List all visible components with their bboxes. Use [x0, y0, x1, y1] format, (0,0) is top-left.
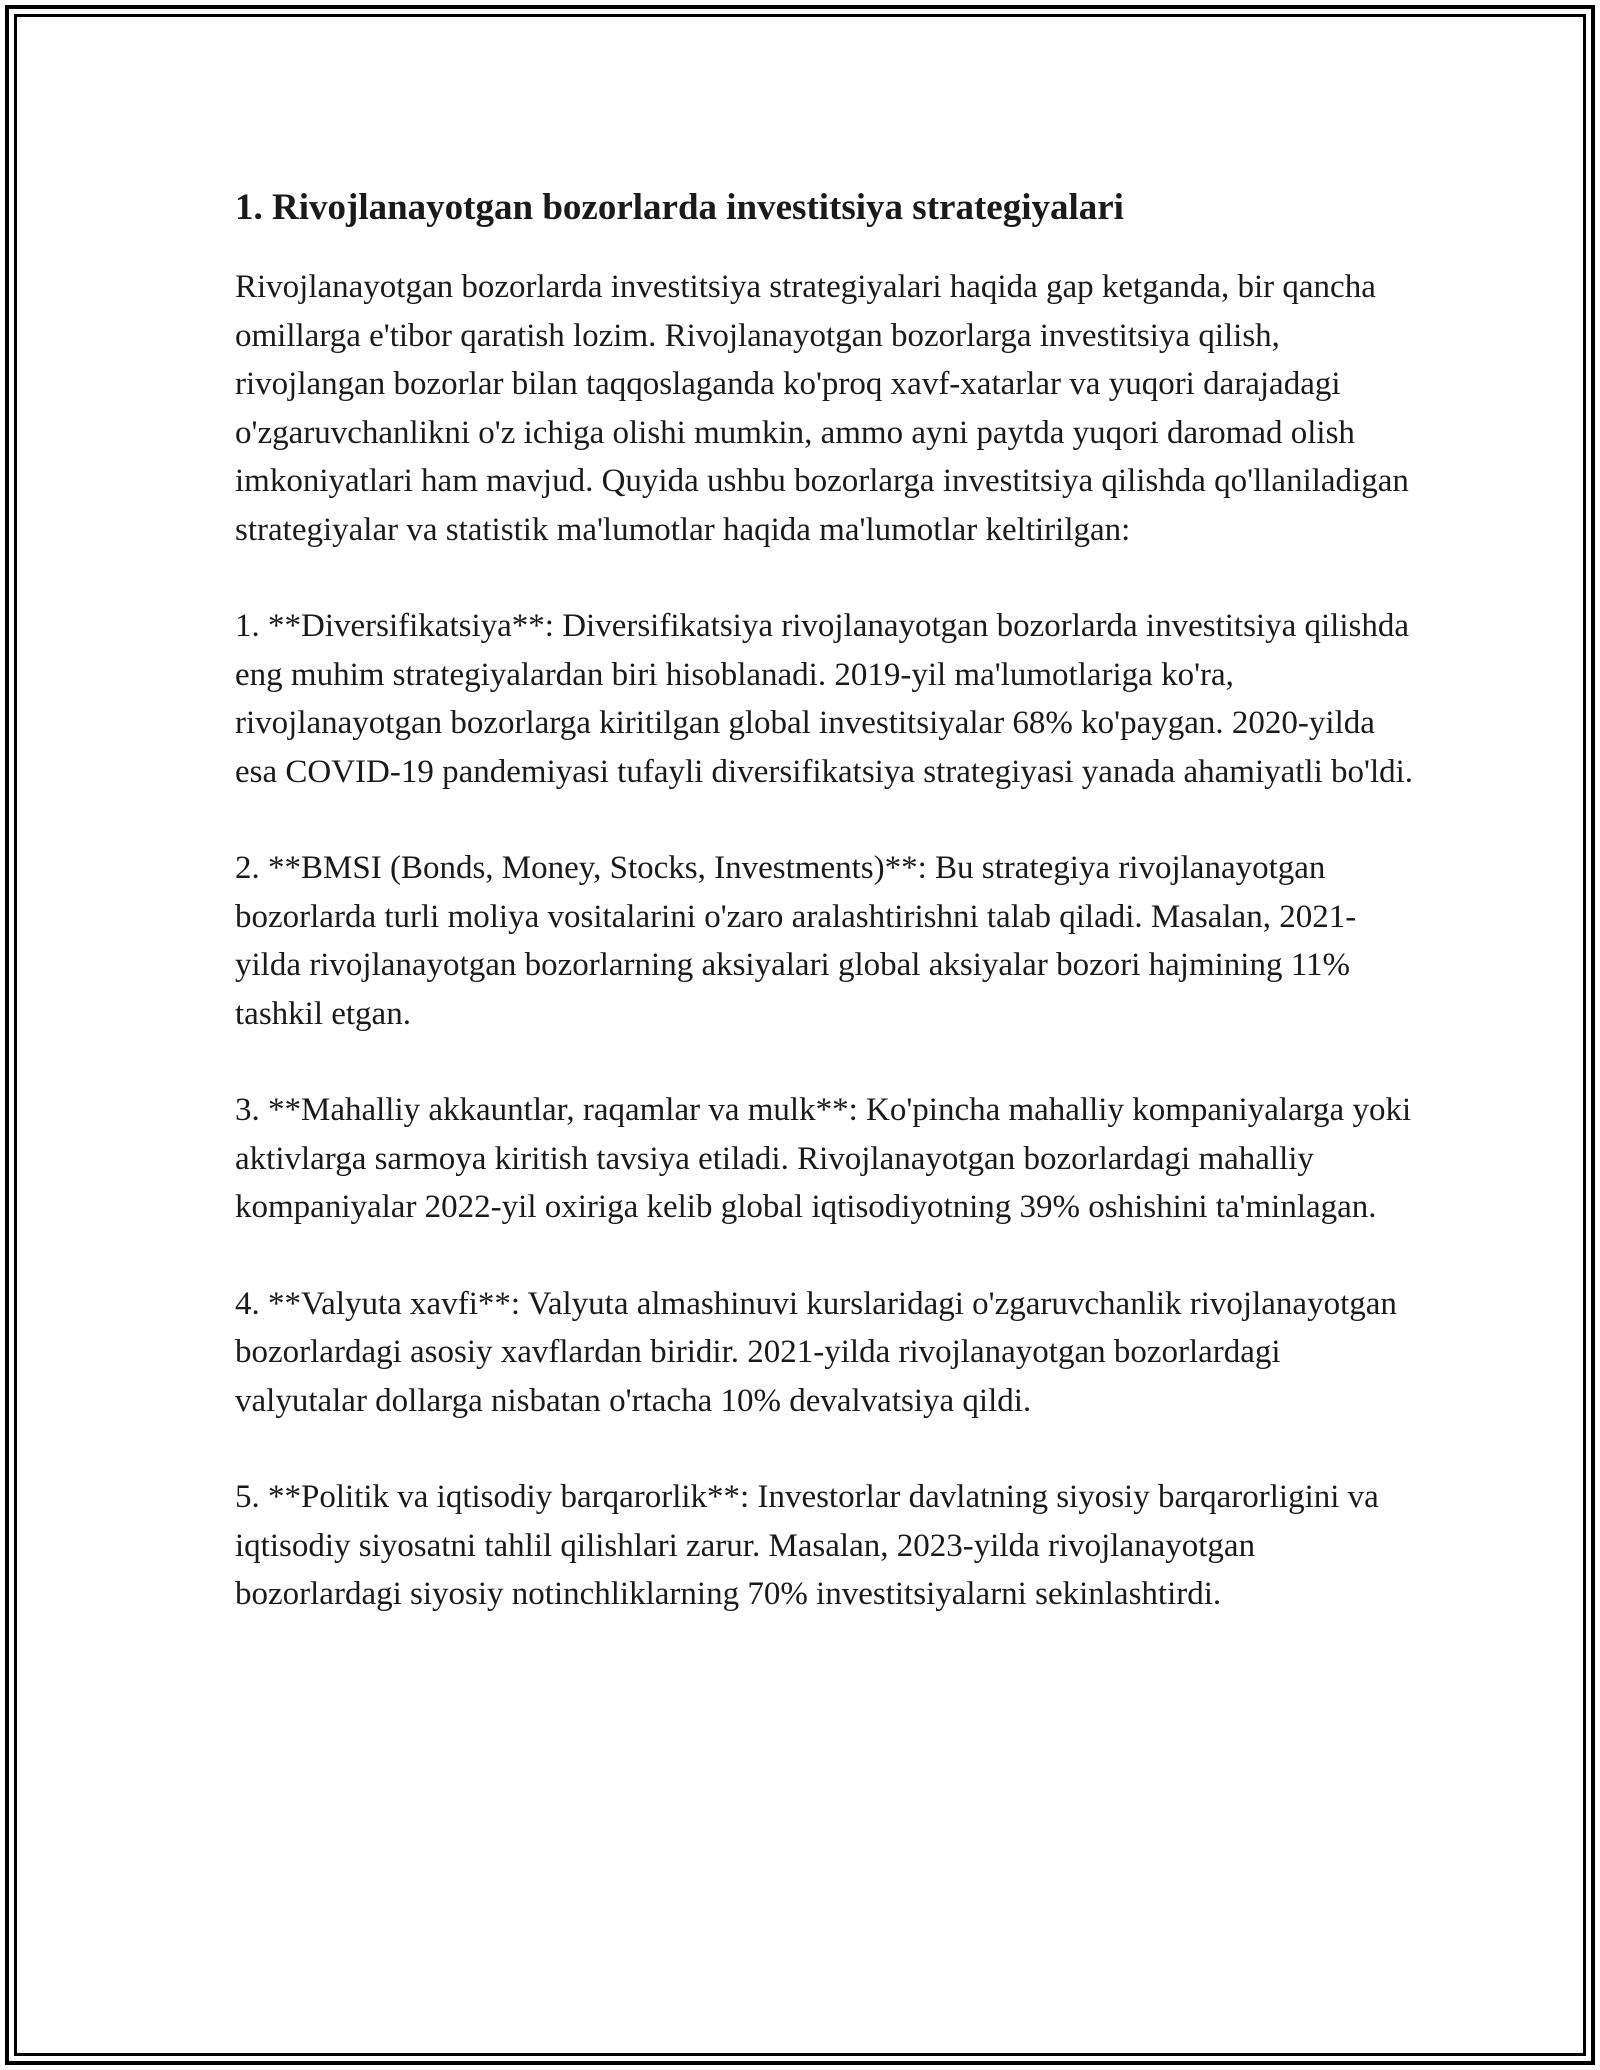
intro-paragraph: Rivojlanayotgan bozorlarda investitsiya strategiyalari haqida gap ketganda, bir qancha omillarga e'tibor qaratish lozim. Rivojlanayotgan bozorlarga investitsiya qilish, rivojlangan bozorlar bilan taqqoslaganda ko'proq xavf-xatarlar va yuqori darajadagi o'zgaruvchanlikni o'z ichiga olishi mumkin, ammo ayni paytda yuqori daromad olish imkoniyatlari ham mavjud. Quyida ushbu bozorlarga investitsiya qilishda qo'llaniladigan strategiyalar va statistik ma'lumotlar haqida ma'lumotlar keltirilgan: — [235, 269, 1409, 548]
page-title: 1. Rivojlanayotgan bozorlarda investitsiya strategiyalari — [235, 187, 1124, 228]
strategy-item-political-stability: 5. **Politik va iqtisodiy barqarorlik**: Investorlar davlatning siyosiy barqarorligini va iqtisodiy siyosatni tahlil qilishlari zarur. Masalan, 2023-yilda rivojlanayotgan bozorlardagi siyosiy notinchliklarning 70% investitsiyalarni sekinlashtirdi. — [235, 1479, 1379, 1612]
document-body — [235, 185, 1415, 1667]
strategy-item-diversification: 1. **Diversifikatsiya**: Diversifikatsiya rivojlanayotgan bozorlarda investitsiya qilishda eng muhim strategiyalardan biri hisoblanadi. 2019-yil ma'lumotlariga ko'ra, rivojlanayotgan bozorlarga kiritilgan global investitsiyalar 68% ko'paygan. 2020-yilda esa COVID-19 pandemiyasi tufayli diversifikatsiya strategiyasi yanada ahamiyatli bo'ldi. — [235, 608, 1414, 790]
strategy-item-currency-risk: 4. **Valyuta xavfi**: Valyuta almashinuvi kurslaridagi o'zgaruvchanlik rivojlanayotgan bozorlardagi asosiy xavflardan biridir. 2021-yilda rivojlanayotgan bozorlardagi valyutalar dollarga nisbatan o'rtacha 10% devalvatsiya qildi. — [235, 1285, 1397, 1419]
strategy-item-bmsi: 2. **BMSI (Bonds, Money, Stocks, Investments)**: Bu strategiya rivojlanayotgan bozorlarda turli moliya vositalarini o'zaro aralashtirishni talab qiladi. Masalan, 2021-yilda rivojlanayotgan bozorlarning aksiyalari global aksiyalar bozori hajmining 11% tashkil etgan. — [235, 850, 1357, 1032]
strategy-item-local-assets: 3. **Mahalliy akkauntlar, raqamlar va mulk**: Ko'pincha mahalliy kompaniyalarga yoki aktivlarga sarmoya kiritish tavsiya etiladi. Rivojlanayotgan bozorlardagi mahalliy kompaniyalar 2022-yil oxiriga kelib global iqtisodiyotning 39% oshishini ta'minlagan. — [235, 1092, 1412, 1225]
